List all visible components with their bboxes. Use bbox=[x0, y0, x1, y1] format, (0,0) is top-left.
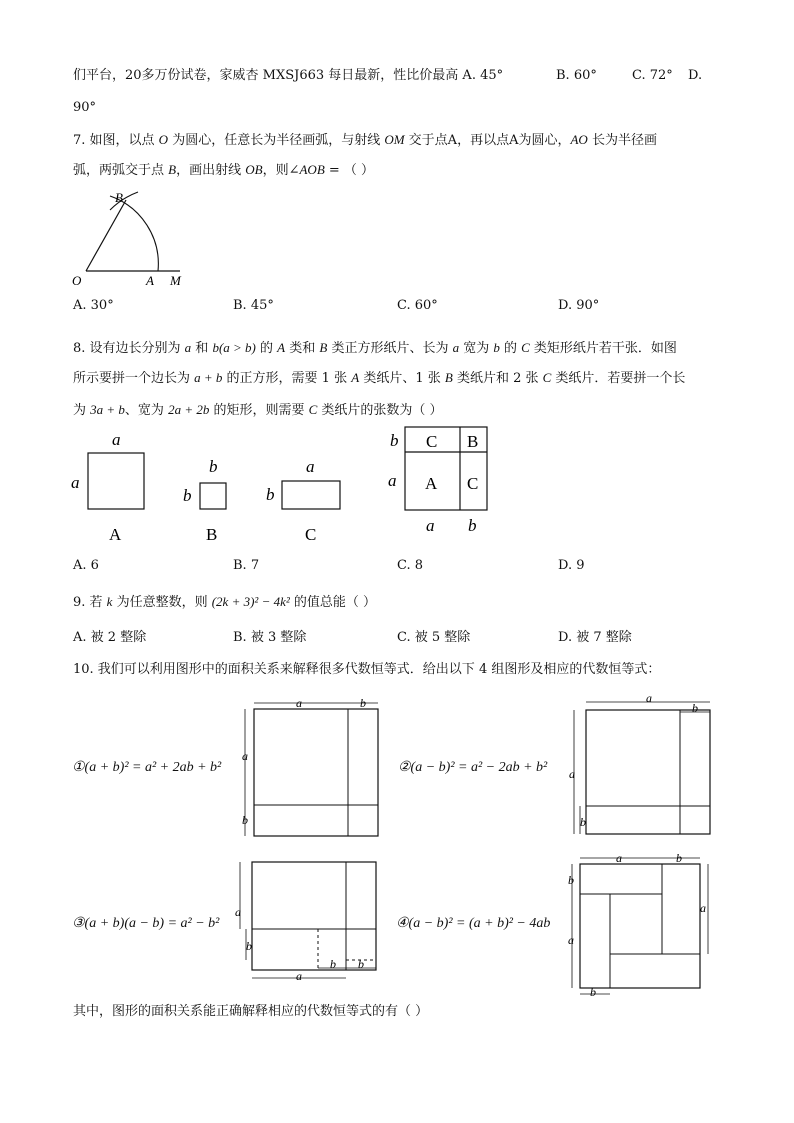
header-line-2: 90° bbox=[73, 100, 97, 115]
q7-label-B: B bbox=[115, 190, 123, 205]
svg-text:B: B bbox=[206, 525, 218, 544]
header-line-1 bbox=[73, 66, 503, 86]
svg-text:B: B bbox=[467, 432, 479, 451]
q10-formula-3: ③(a + b)(a − b) = a² − b² bbox=[72, 916, 220, 931]
q9-option-b[interactable]: B. 被 3 整除 bbox=[233, 630, 307, 645]
svg-text:C: C bbox=[305, 525, 317, 544]
svg-text:b: b bbox=[590, 985, 596, 999]
q8-stem-line-3: 为 3a + b、宽为 2a + 2b 的矩形，则需要 C 类纸片的张数为（ ） bbox=[73, 402, 443, 418]
q9-stem: 9. 若 k 为任意整数，则 (2k + 3)² − 4k² 的值总能（ ） bbox=[73, 594, 377, 610]
q10-formula-2: ②(a − b)² = a² − 2ab + b² bbox=[398, 760, 548, 775]
svg-text:A: A bbox=[425, 474, 438, 493]
q10-figure-4 bbox=[562, 850, 718, 1000]
q8-stem-line-2: 所示要拼一个边长为 a + b 的正方形，需要 1 张 A 类纸片、1 张 B 类纸片和 2 张 C 类纸片．若要拼一个长 bbox=[73, 370, 686, 386]
svg-text:a: a bbox=[296, 969, 302, 983]
svg-text:a: a bbox=[112, 430, 121, 449]
svg-text:a: a bbox=[700, 901, 706, 915]
q7-label-O: O bbox=[72, 273, 82, 288]
q8-stem-line-1: 8. 设有边长分别为 a 和 b(a > b) 的 A 类和 B 类正方形纸片、长为 a 宽为 b 的 C 类矩形纸片若干张．如图 bbox=[73, 340, 677, 356]
header-option-b: B. 60° bbox=[556, 68, 597, 83]
q8-option-a[interactable]: A. 6 bbox=[73, 558, 99, 573]
svg-text:b: b bbox=[568, 873, 574, 887]
svg-text:b: b bbox=[468, 516, 477, 535]
q7-stem-line-1: 7. 如图，以点 O 为圆心，任意长为半径画弧，与射线 OM 交于点A，再以点A为圆心，AO 长为半径画 bbox=[73, 132, 657, 148]
q8-option-c[interactable]: C. 8 bbox=[397, 558, 424, 573]
svg-text:b: b bbox=[676, 851, 682, 865]
q8-square-b bbox=[200, 483, 226, 509]
svg-text:a: a bbox=[242, 749, 248, 763]
svg-text:b: b bbox=[330, 957, 336, 971]
svg-text:a: a bbox=[568, 933, 574, 947]
q10-question: 其中，图形的面积关系能正确解释相应的代数恒等式的有（ ） bbox=[73, 1004, 429, 1019]
svg-text:C: C bbox=[467, 474, 479, 493]
svg-text:a: a bbox=[426, 516, 435, 535]
q7-figure bbox=[70, 186, 200, 290]
q7-option-a[interactable]: A. 30° bbox=[73, 298, 114, 313]
q7-label-M: M bbox=[170, 273, 181, 288]
svg-text:b: b bbox=[358, 957, 364, 971]
svg-text:A: A bbox=[109, 525, 122, 544]
q10-formula-4: ④(a − b)² = (a + b)² − 4ab bbox=[396, 916, 551, 931]
svg-text:b: b bbox=[360, 696, 366, 710]
svg-text:b: b bbox=[242, 813, 248, 827]
q9-option-c[interactable]: C. 被 5 整除 bbox=[397, 630, 471, 645]
q7-option-d[interactable]: D. 90° bbox=[558, 298, 600, 313]
svg-text:b: b bbox=[266, 485, 275, 504]
q10-figure-1 bbox=[238, 694, 384, 844]
svg-text:b: b bbox=[246, 939, 252, 953]
svg-text:C: C bbox=[426, 432, 438, 451]
svg-text:a: a bbox=[569, 767, 575, 781]
svg-text:b: b bbox=[183, 486, 192, 505]
svg-text:a: a bbox=[388, 471, 397, 490]
q10-stem: 10. 我们可以利用图形中的面积关系来解释很多代数恒等式．给出以下 4 组图形及相应的代数恒等式： bbox=[73, 662, 661, 677]
q7-option-b[interactable]: B. 45° bbox=[233, 298, 274, 313]
q7-label-A: A bbox=[146, 273, 154, 288]
q9-option-a[interactable]: A. 被 2 整除 bbox=[73, 630, 147, 645]
svg-text:a: a bbox=[646, 691, 652, 705]
svg-text:b: b bbox=[692, 701, 698, 715]
q8-rect-c bbox=[282, 481, 340, 509]
q8-square-a bbox=[88, 453, 144, 509]
q8-option-d[interactable]: D. 9 bbox=[558, 558, 585, 573]
header-option-c: C. 72° bbox=[632, 68, 673, 83]
svg-text:b: b bbox=[580, 815, 586, 829]
svg-text:a: a bbox=[616, 851, 622, 865]
q10-figure-2 bbox=[566, 690, 716, 842]
header-option-d: D. bbox=[688, 68, 703, 83]
q7-option-c[interactable]: C. 60° bbox=[397, 298, 438, 313]
q7-stem-line-2: 弧，两弧交于点 B，画出射线 OB，则∠AOB = （ ） bbox=[73, 162, 375, 178]
svg-text:b: b bbox=[390, 431, 399, 450]
svg-text:a: a bbox=[71, 473, 80, 492]
q8-option-b[interactable]: B. 7 bbox=[233, 558, 260, 573]
svg-text:a: a bbox=[296, 696, 302, 710]
q10-figure-3 bbox=[232, 856, 382, 986]
svg-text:a: a bbox=[235, 905, 241, 919]
q8-figure bbox=[66, 426, 506, 552]
svg-text:a: a bbox=[306, 457, 315, 476]
svg-text:b: b bbox=[209, 457, 218, 476]
header-text: 们平台，20多万份试卷，家威杏 MXSJ663 每日最新，性比价最高 A. 45° bbox=[73, 68, 504, 83]
q10-formula-1: ①(a + b)² = a² + 2ab + b² bbox=[72, 760, 222, 775]
q9-option-d[interactable]: D. 被 7 整除 bbox=[558, 630, 632, 645]
